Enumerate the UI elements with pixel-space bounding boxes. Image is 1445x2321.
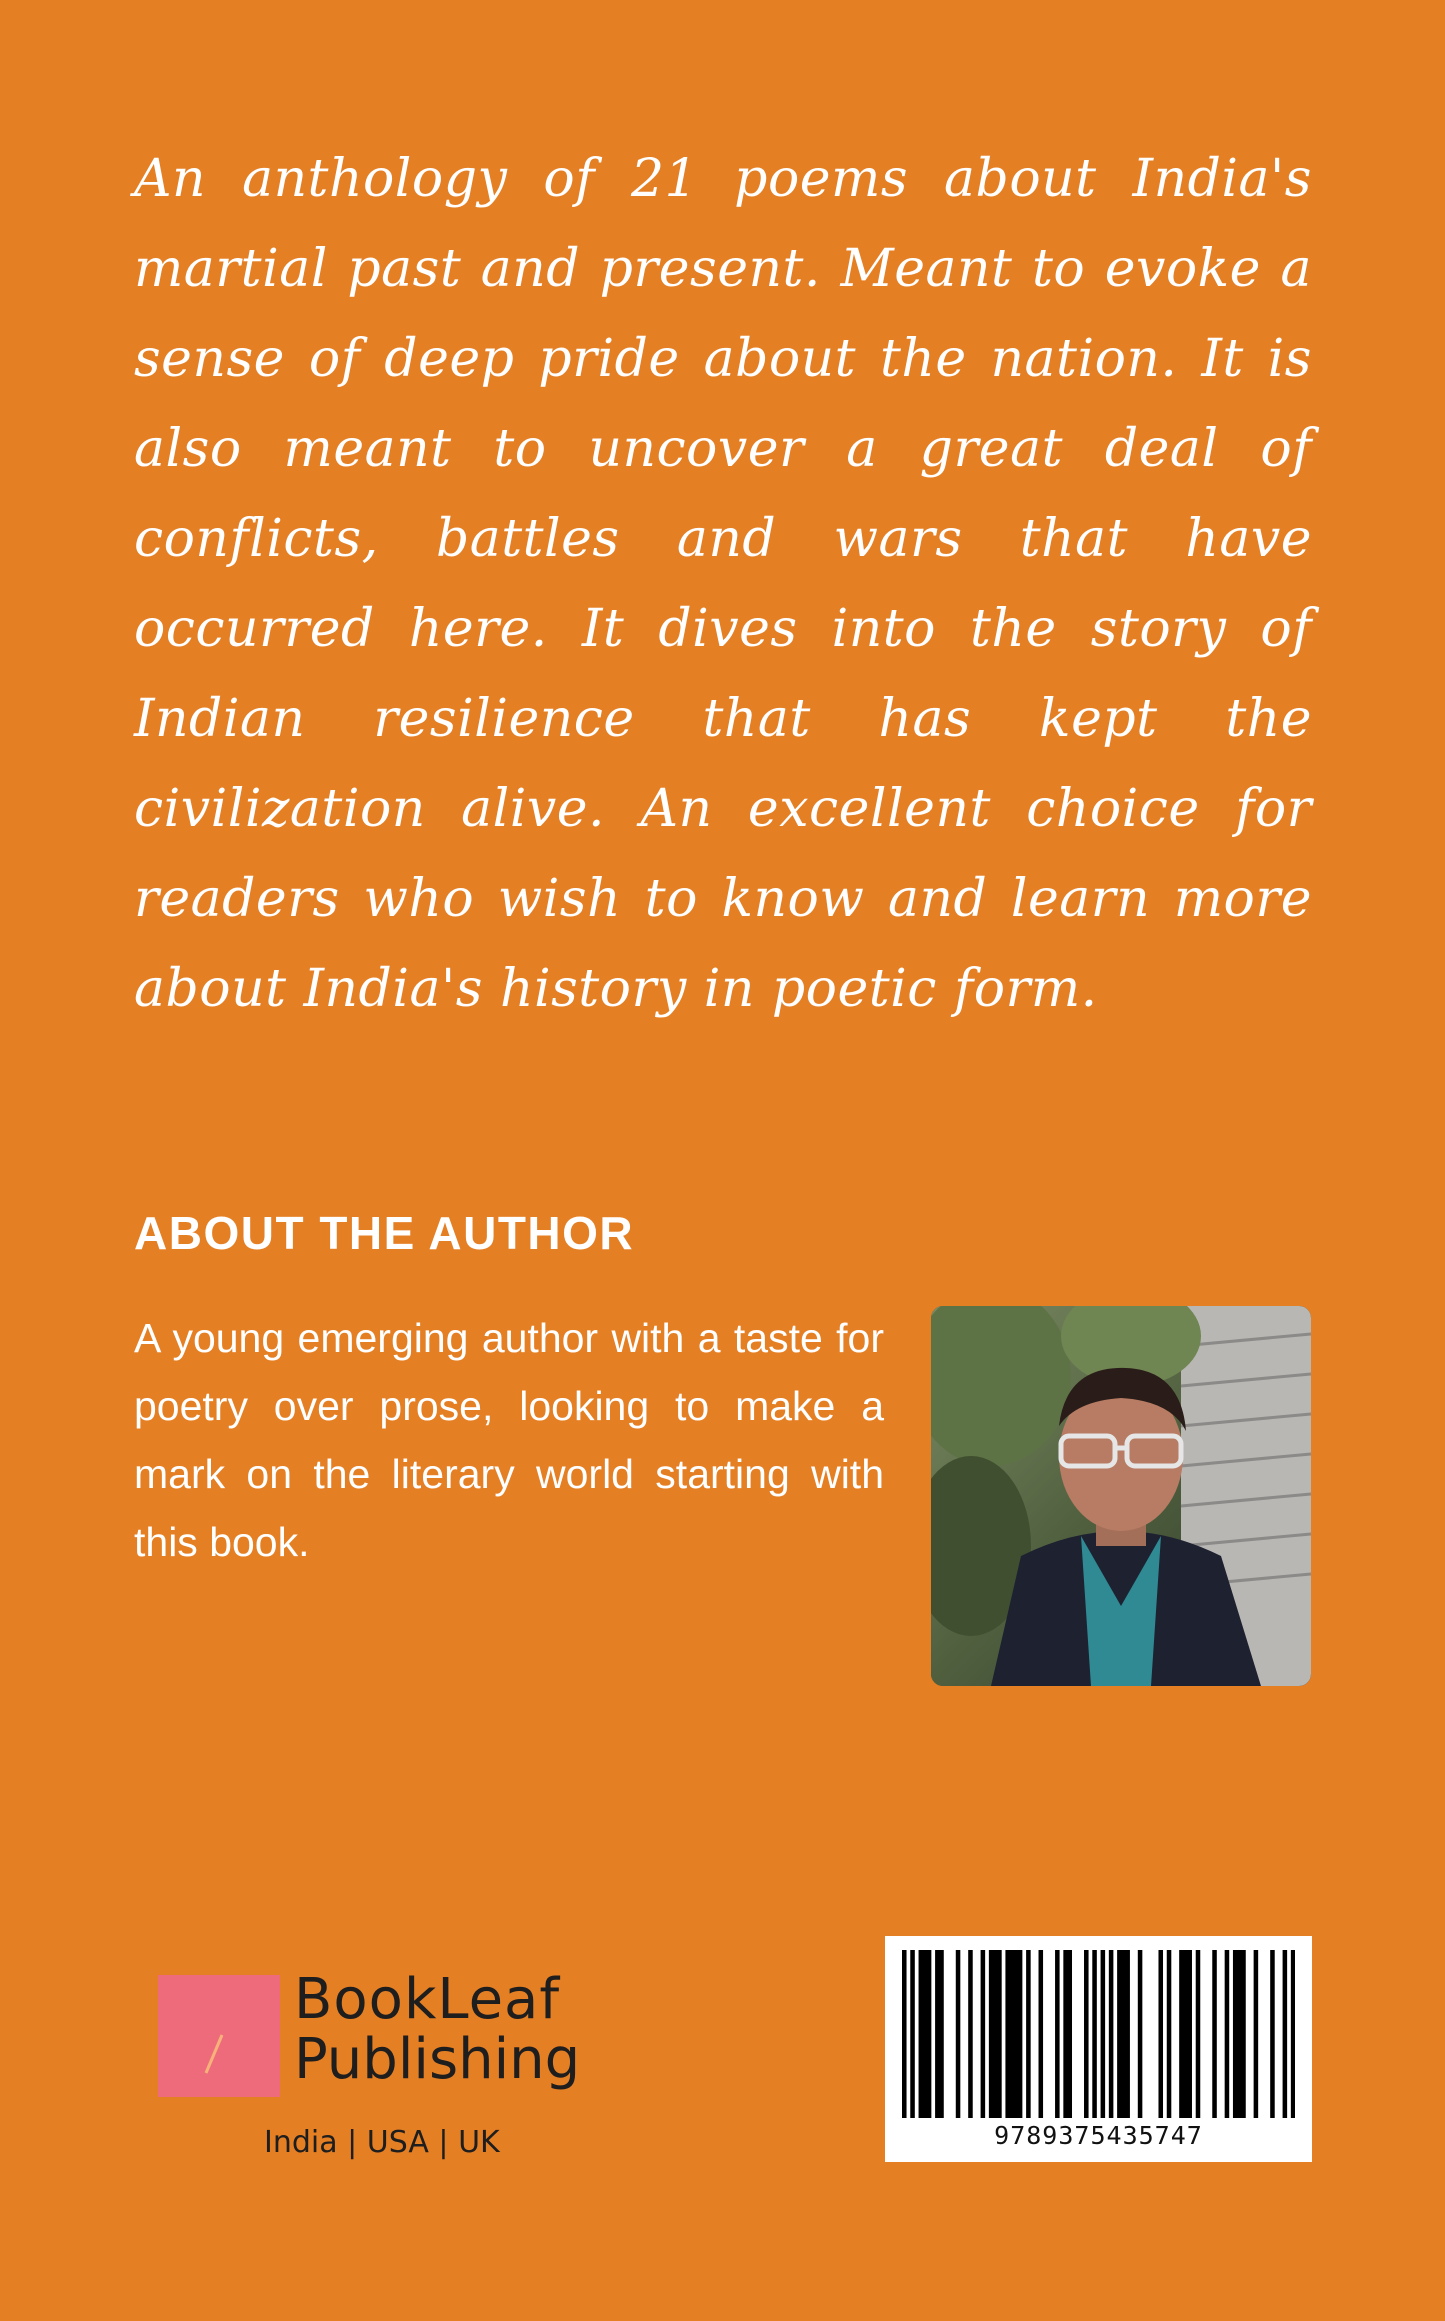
barcode-bar [1183, 1950, 1188, 2118]
barcode-bar [989, 1950, 994, 2118]
barcode-bar [1254, 1950, 1259, 2118]
isbn-barcode [885, 1936, 1312, 2162]
publisher-regions: India | USA | UK [264, 2125, 500, 2160]
barcode-bar [927, 1950, 932, 2118]
barcode-bar [981, 1950, 986, 2118]
isbn-number: 9789375435747 [994, 2121, 1203, 2150]
barcode-bar [968, 1950, 973, 2118]
barcode-bar [923, 1950, 928, 2118]
barcode-bar [1283, 1950, 1288, 2118]
barcode-bar [910, 1950, 915, 2118]
barcode-bar [919, 1950, 924, 2118]
barcode-bar [1084, 1950, 1089, 2118]
publisher-name-line1: BookLeaf [294, 1967, 561, 2032]
barcode-bar [1109, 1950, 1114, 2118]
about-author-heading: ABOUT THE AUTHOR [134, 1207, 635, 1259]
publisher-name-line2: Publishing [294, 2027, 581, 2092]
barcode-bar [1010, 1950, 1015, 2118]
barcode-bar [1067, 1950, 1072, 2118]
about-author-text: A young emerging author with a taste for poetry over prose, looking to make a mark on the literary world starting with this book. [134, 1315, 884, 1565]
barcode-bar [1014, 1950, 1019, 2118]
book-blurb: An anthology of 21 poems about India's martial past and present. Meant to evoke a sense of deep pride about the nation. It is also meant to uncover a great deal of conflicts, battles and wars that have occurred here. It dives into the story of Indian resilience that has kept the civilization alive. An excellent choice for readers who wish to know and learn more about India's history in poetic form. [134, 149, 1312, 1019]
barcode-bar [1196, 1950, 1201, 2118]
barcode-bar [1179, 1950, 1184, 2118]
leaf-logo-icon [158, 1975, 280, 2097]
barcode-bar [1117, 1950, 1122, 2118]
barcode-bar [997, 1950, 1002, 2118]
barcode-bar [1121, 1950, 1126, 2118]
publisher-logo [158, 1967, 618, 2175]
barcode-bar [1055, 1950, 1060, 2118]
barcode-bar [1167, 1950, 1172, 2118]
barcode-bar [939, 1950, 944, 2118]
barcode-bar [1092, 1950, 1097, 2118]
barcode-bar [935, 1950, 940, 2118]
barcode-bar [1233, 1950, 1238, 2118]
barcode-bar [1026, 1950, 1031, 2118]
barcode-bar [1187, 1950, 1192, 2118]
author-photo [931, 1306, 1311, 1686]
barcode-bar [1063, 1950, 1068, 2118]
barcode-bar [1158, 1950, 1163, 2118]
barcode-bar [956, 1950, 961, 2118]
barcode-bar [1039, 1950, 1044, 2118]
barcode-bar [1101, 1950, 1106, 2118]
barcode-bar [1005, 1950, 1010, 2118]
barcode-bar [1138, 1950, 1143, 2118]
barcode-bars [902, 1950, 1295, 2118]
barcode-bar [993, 1950, 998, 2118]
barcode-bar [1270, 1950, 1275, 2118]
barcode-bar [1237, 1950, 1242, 2118]
barcode-bar [1125, 1950, 1130, 2118]
barcode-bar [1291, 1950, 1295, 2118]
barcode-bar [902, 1950, 907, 2118]
barcode-bar [1018, 1950, 1023, 2118]
barcode-bar [1241, 1950, 1246, 2118]
barcode-bar [1212, 1950, 1217, 2118]
barcode-bar [1225, 1950, 1230, 2118]
